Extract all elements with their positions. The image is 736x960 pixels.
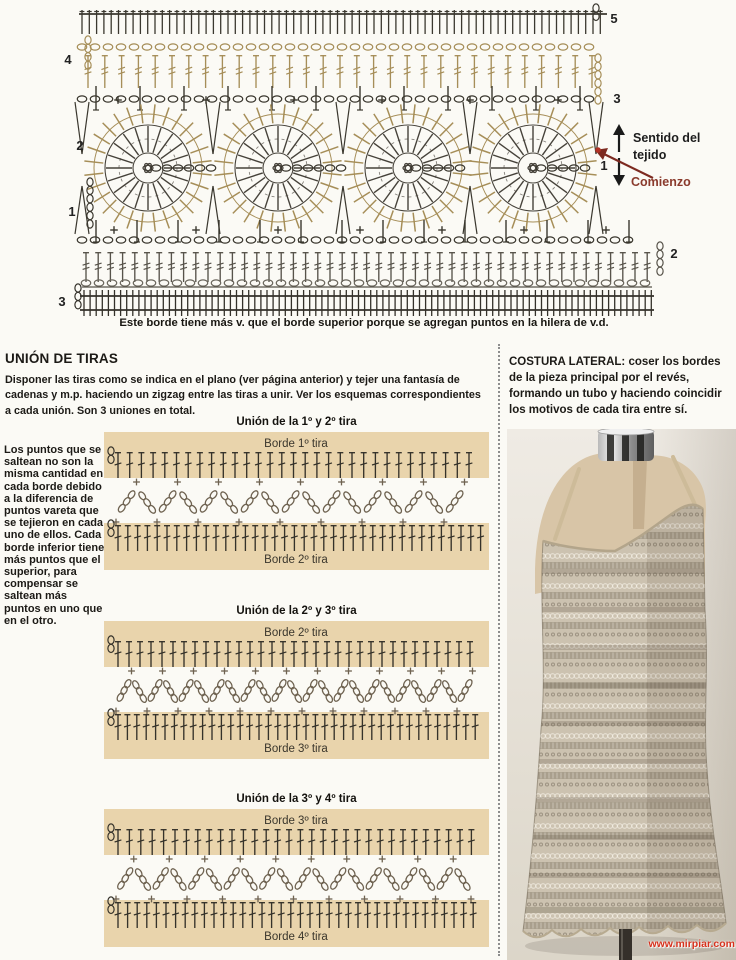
stand-pole xyxy=(619,929,632,960)
row-number-left-1: 1 xyxy=(68,204,76,219)
stitch-row-2 xyxy=(83,252,651,282)
chain-stack xyxy=(87,178,93,228)
zigzag-join xyxy=(113,479,468,526)
chain-stack xyxy=(595,54,601,104)
union-2-diagram xyxy=(104,621,489,759)
union-2-title: Unión de la 2º y 3º tira xyxy=(236,605,357,617)
row-number-left-3: 3 xyxy=(58,294,66,309)
border-stitch-chart xyxy=(0,0,736,338)
circle-motif xyxy=(84,104,211,231)
circle-motif xyxy=(344,104,471,231)
row-number-left-4: 4 xyxy=(64,52,72,67)
post-row xyxy=(93,220,632,242)
seam-label: COSTURA LATERAL: xyxy=(509,355,626,368)
row-number-right-3: 3 xyxy=(613,91,621,106)
row-number-right-2: 2 xyxy=(670,246,678,261)
seam-instructions xyxy=(509,354,734,419)
union-1-title: Unión de la 1º y 2º tira xyxy=(236,416,357,428)
side-note: Los puntos que se saltean no son la misma cantidad en cada borde debido a la diferencia de puntos vareta que se tejieron en cada uno de ellos. Cada borde inferior tiene más puntos que el superior, para compensar se saltean más puntos en uno que en el otro. xyxy=(4,444,105,627)
chart-caption: Este borde tiene más v. que el borde superior porque se agregan puntos en la hilera de v.d. xyxy=(119,317,609,329)
chain-stack xyxy=(657,242,663,275)
section-heading: UNIÓN DE TIRAS xyxy=(5,351,119,367)
mannequin-cap xyxy=(598,429,654,461)
chain-row-3 xyxy=(77,96,593,102)
zigzag-join xyxy=(113,856,475,903)
chain-stack xyxy=(593,4,599,21)
union-3-title: Unión de la 3º y 4º tira xyxy=(236,793,357,805)
zigzag-join xyxy=(113,668,476,715)
dotted-divider xyxy=(498,344,500,956)
border-label-top: Borde 3º tira xyxy=(264,815,328,827)
chain-row-2 xyxy=(81,280,649,286)
watermark: www.mirpiar.com xyxy=(648,938,735,950)
start-label: Comienzo xyxy=(631,175,691,189)
union-1-diagram xyxy=(104,432,489,570)
border-label-bottom: Borde 2º tira xyxy=(264,554,328,566)
direction-label-line1: Sentido del xyxy=(633,131,701,145)
circle-motif xyxy=(214,104,341,231)
border-label-bottom: Borde 4º tira xyxy=(264,931,328,943)
circle-motif xyxy=(469,104,596,231)
direction-label-line2: tejido xyxy=(633,148,667,162)
row-number-right-1: 1 xyxy=(600,158,608,173)
row-number-right-5: 5 xyxy=(610,11,618,26)
stitch-row-4 xyxy=(85,55,596,88)
dress-photo xyxy=(507,429,736,960)
border-label-top: Borde 2º tira xyxy=(264,627,328,639)
seam-text: coser los bordes de la pieza principal por el revés, formando un tubo y haciendo coincidir los motivos de cada tira entre sí. xyxy=(509,355,722,417)
up-arrow-icon xyxy=(613,124,625,152)
plus-row xyxy=(110,226,610,234)
chain-row-4 xyxy=(77,44,593,50)
section-intro: Disponer las tiras como se indica en el plano (ver página anterior) y tejer una fantasía de cadenas y m.p. haciendo un zigzag entre las tiras a unir. Ver los esquemas correspondientes a cada unión. Son 3 uniones en total. xyxy=(5,373,481,418)
border-label-top: Borde 1º tira xyxy=(264,438,328,450)
stitch-row-3b xyxy=(84,290,651,316)
row-number-left-2: 2 xyxy=(76,138,84,153)
border-label-bottom: Borde 3º tira xyxy=(264,743,328,755)
union-3-diagram xyxy=(104,809,489,947)
